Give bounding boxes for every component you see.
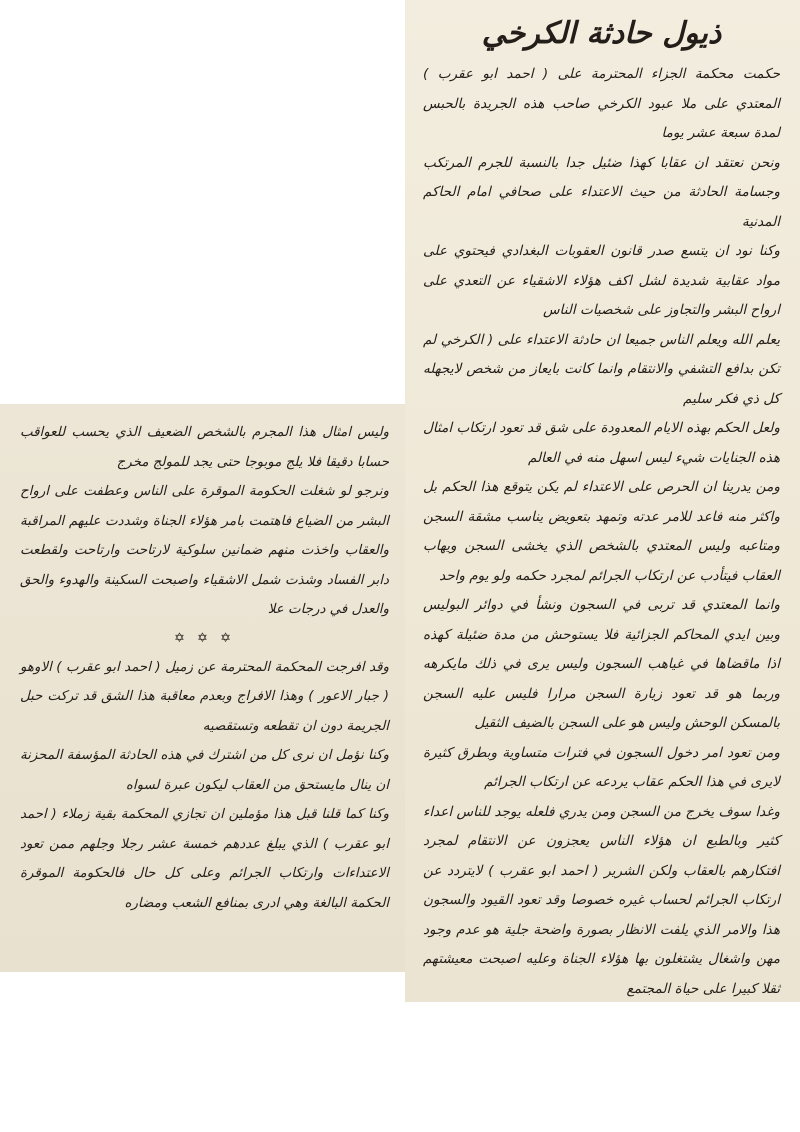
paragraph: ولعل الحكم بهذه الايام المعدودة على شق قد تعود ارتكاب امثال هذه الجنايات شيء ليس اسهل منه في العالم [423,420,780,466]
paragraph: حكمت محكمة الجزاء المحترمة على ( احمد ابو عقرب ) المعتدي على ملا عبود الكرخي صاحب هذه الجريدة بالحبس لمدة سبعة عشر يوما [423,66,780,141]
paragraph: وغدا سوف يخرج من السجن ومن يدري فلعله يوجد للناس اعداء كثير وبالطبع ان هؤلاء الناس يعجزون عن الانتقام لمجرد افتكارهم بالعقاب ولكن الشرير ( احمد ابو عقرب ) لايتردد عن ارتكاب الجرائم لحساب غيره خصوصا وقد تعود القيود والسجون هذا والامر الذي يلفت الانظار بصورة واضحة جلية هو عدم وجود مهن واشغال يشتغلون بها هؤلاء الجناة وعليه اصبحت معيشتهم ثقلا كبيرا على حياة المجتمع [423,803,780,997]
paragraph: وانما المعتدي قد تربى في السجون ونشأ في دوائر البوليس وبين ايدي المحاكم الجزائية فلا يستوحش من مدة ضئيلة كهذه اذا ماقضاها في غياهب السجون وليس يرى في ذلك مايكرهه وربما هو قد تعود زيارة السجن مرارا فليس عليه السجن بالمسكن الوحش وليس هو على السجن بالضيف الثقيل [423,597,780,731]
paragraph: ونرجو لو شغلت الحكومة الموقرة على الناس وعطفت على ارواح البشر من الضياع فاهتمت بامر هؤلاء الجناة وشددت عليهم المراقبة والعقاب واخذت منهم ضمانين سلوكية لارتاحت وارتاحت ولقطعت دابر الفساد وشذت شمل الاشقياء واصبحت السكينة والهدوء والحق والعدل في درجات علا [20,484,389,617]
paragraph: وكنا نود ان يتسع صدر قانون العقوبات البغدادي فيحتوي على مواد عقابية شديدة لشل اكف هؤلاء الاشقياء عن التعدي على ارواح البشر والتجاوز على شخصيات الناس [423,243,780,318]
paragraph: ومن يدرينا ان الحرص على الاعتداء لم يكن يتوقع هذا الحكم بل واكثر منه فاعد للامر عدته وتمهد بتعويض يناسب مشقة السجن ومتاعبه وليس المعتدي بالشخص الذي يخشى السجن ويهاب العقاب فيتأدب عن ارتكاب الجرائم لمجرد حكمه ولو يوم واحد [423,479,780,584]
paragraph: وكنا كما قلنا قبل هذا مؤملين ان تجازي المحكمة بقية زملاء ( احمد ابو عقرب ) الذي يبلغ عددهم خمسة عشر رجلا وجلهم ممن تعود الاعتداءات وارتكاب الجرائم وعلى كل حال فالحكومة الموقرة الحكمة البالغة وهي ادرى بمنافع الشعب ومضاره [20,807,389,911]
paragraph: وقد افرجت المحكمة المحترمة عن زميل ( احمد ابو عقرب ) الاوهو ( جبار الاعور ) وهذا الافراج وبعدم معاقبة هذا الشق قد تركت حبل الجريمة دون ان تقطعه وتستقصيه [20,659,389,734]
article-headline: ذيول حادثة الكرخي [481,16,722,51]
paragraph: يعلم الله ويعلم الناس جميعا ان حادثة الاعتداء على ( الكرخي لم تكن بدافع التشفي والانتقام وانما كانت بايعاز من شخص لايجهله كل ذي فكر سليم [423,331,780,407]
paragraph: ومن تعود امر دخول السجون في فترات متساوية وبطرق كثيرة لايرى في هذا الحكم عقاب يردعه عن ارتكاب الجرائم [423,744,780,790]
paragraph: وكنا نؤمل ان نرى كل من اشترك في هذه الحادثة المؤسفة المحزنة ان ينال مايستحق من العقاب ليكون عبرة لسواه [20,748,389,793]
newspaper-clipping-right [405,0,800,1002]
section-separator: ✡ ✡ ✡ [174,630,235,646]
newspaper-clipping-left [0,404,405,972]
paragraph: ونحن نعتقد ان عقابا كهذا ضئيل جدا بالنسبة للجرم المرتكب وجسامة الحادثة من حيث الاعتداء على صحافي امام الحاكم المدنية [423,154,780,230]
paragraph: وليس امثال هذا المجرم بالشخص الضعيف الذي يحسب للعواقب حسابا دقيقا فلا يلج موبوجا حتى يجد للمولج مخرج [20,425,389,470]
